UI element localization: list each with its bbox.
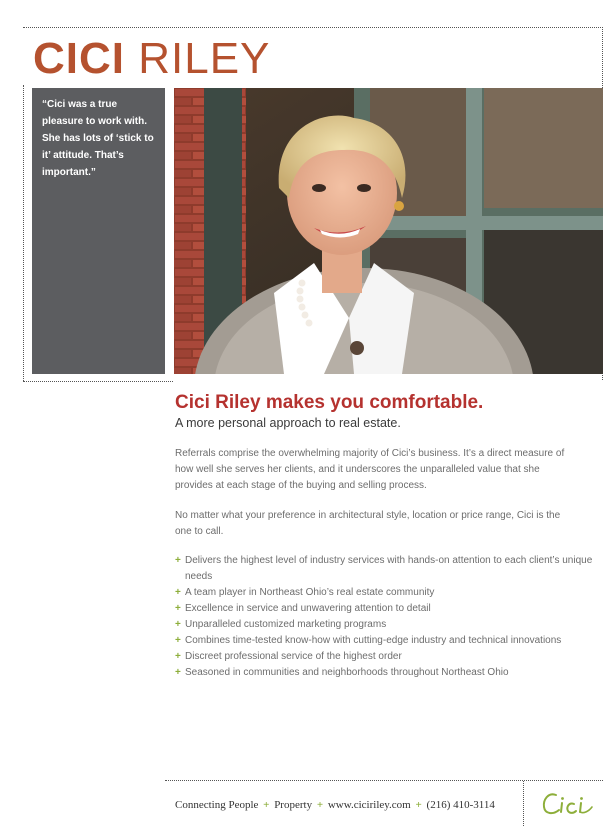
call-paragraph: No matter what your preference in architectural style, location or price range, Cici is the one to call. [175,510,561,537]
footer-logo-divider [523,781,525,826]
list-item [175,601,595,617]
agent-portrait [174,88,603,374]
testimonial-box [32,88,165,374]
footer-divider-line [165,780,603,782]
list-item-text: Seasoned in communities and neighborhoods throughout Northeast Ohio [185,667,509,678]
list-item-text: Combines time-tested know-how with cutting-edge industry and technical innovations [185,635,562,646]
plus-icon: + [316,799,324,811]
plus-icon: + [175,619,181,630]
phone-number[interactable]: (216) 410-3114 [426,799,495,811]
agent-name [33,30,270,88]
plus-icon: + [263,799,270,811]
services-list [175,553,595,681]
plus-icon: + [175,635,181,646]
cici-logo [540,786,595,820]
plus-icon: + [175,555,181,566]
list-item [175,553,595,585]
footer-tagline: Connecting People [175,799,259,811]
plus-icon: + [175,603,181,614]
plus-icon: + [415,799,422,811]
portrait-photo-icon [174,88,603,374]
sub-headline: A more personal approach to real estate. [175,416,401,430]
frame-bottom-border [23,381,173,383]
list-item-text: Excellence in service and unwavering attention to detail [185,603,431,614]
list-item-text: A team player in Northeast Ohio’s real estate community [185,587,435,598]
list-item [175,585,595,601]
plus-icon: + [175,667,181,678]
list-item [175,633,595,649]
agent-last-name: RILEY [138,34,271,83]
list-item [175,665,595,681]
list-item-text: Discreet professional service of the highest order [185,651,402,662]
footer-property: Property [274,799,313,811]
cici-logo-icon [540,786,595,820]
plus-icon: + [175,651,181,662]
agent-first-name: CICI [33,34,125,83]
list-item [175,649,595,665]
main-headline: Cici Riley makes you comfortable. [175,392,484,413]
list-item-text: Unparalleled customized marketing programs [185,619,387,630]
intro-paragraph: Referrals comprise the overwhelming majority of Cici’s business. It’s a direct measure of how well she serves her clients, and it underscores the unparalleled value that she provides at each stage of the buying and selling process. [175,448,565,491]
frame-left-border [23,85,25,381]
plus-icon: + [175,587,181,598]
website-link[interactable]: www.ciciriley.com [327,799,411,811]
footer-contact [175,799,495,811]
testimonial-quote: “Cici was a true pleasure to work with. She has lots of ‘stick to it’ attitude. That’s important.” [42,99,154,178]
list-item [175,617,595,633]
list-item-text: Delivers the highest level of industry services with hands-on attention to each client’s unique needs [185,555,593,582]
